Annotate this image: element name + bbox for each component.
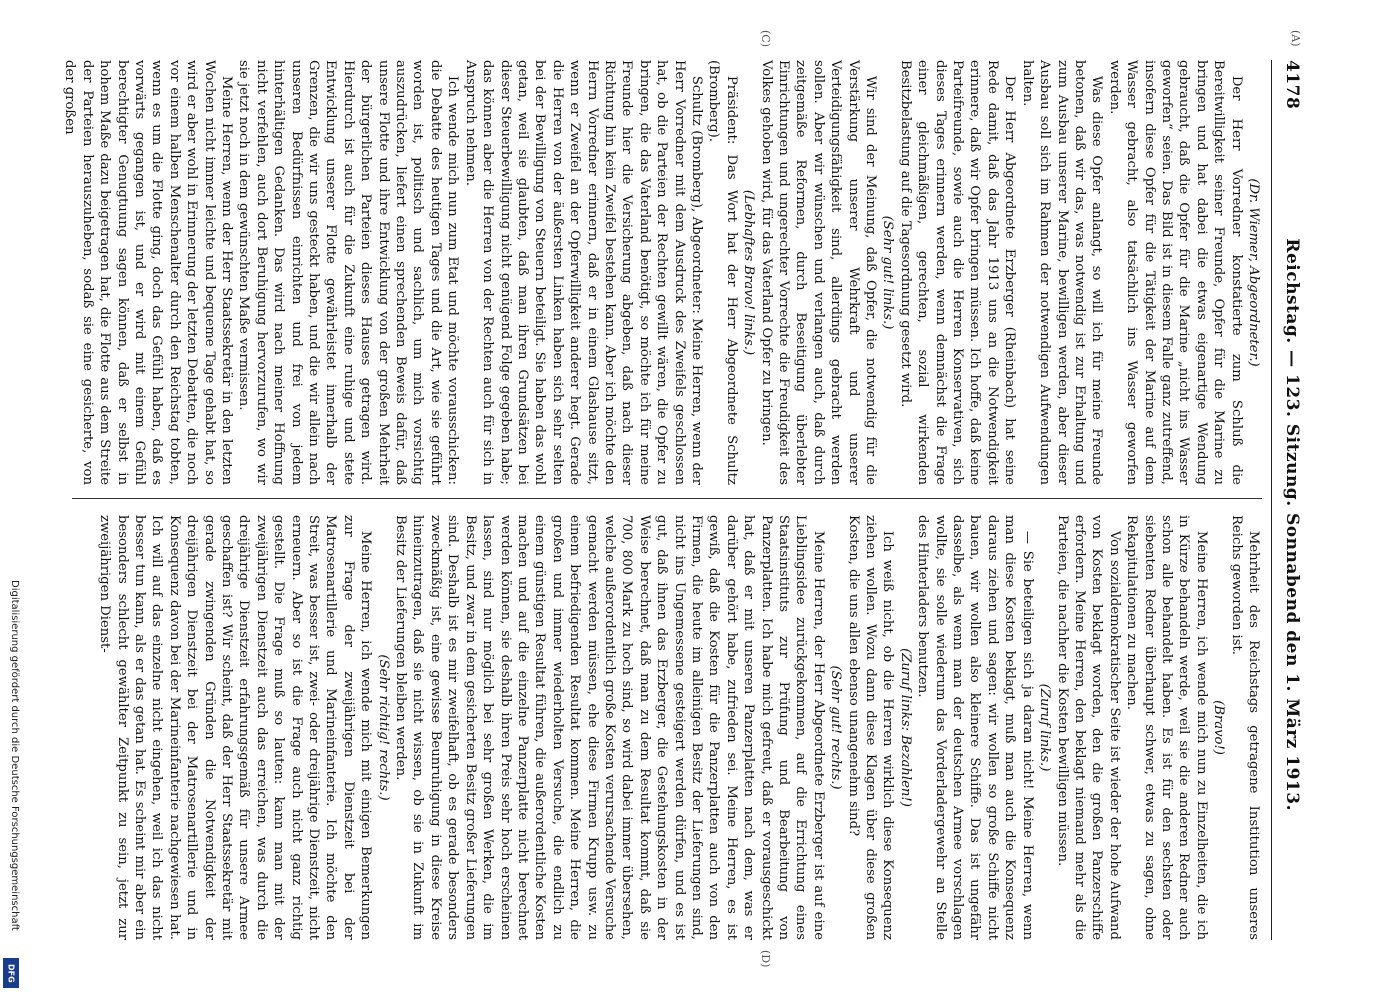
paragraph: — Sie beteiligen sich ja daran nicht! Meine Herren, wenn man diese Kosten beklagt, muß man auch die Konsequenz daraus ziehen und sagen: wir wollen so große Schiffe nicht bauen, wir wollen also kleinere Schiffe. Das ist ungefähr dasselbe, als wenn man der deutschen Armee vorschlagen wollte, sie solle wiederum das Vorderladergewehr an Stelle des Hinterladers benutzen. (915, 515, 1035, 940)
interjection: (Sehr gut! rechts.) (828, 665, 844, 790)
interjection: (Sehr gut! links.) (880, 215, 896, 330)
paragraph: Meine Herren, wenn der Herr Staatssekretär in den letzten Wochen nicht immer leichte und bequeme Tage gehabt hat, so wird er aber wohl in Erinnerung der letzten Debatten, die noch vor einem halben Menschenalter durch den Reichstag tobten, wenn es um die Flotte ging, doch das Gefühl haben, daß es vorwärts gegangen ist, und er wird mit einem Gefühl berechtigter Genugtuung sagen können, daß er selbst in hohem Maße dazu beigetragen hat, die Flotte aus dem Streite der Parteien herauszuheben, sodaß sie eine gesicherte, von der großen (62, 60, 235, 485)
right-column (62, 515, 1262, 940)
interjection: (Bravo!) (1211, 700, 1227, 755)
paragraph: Der Herr Vorredner konstatierte zum Schluß die Bereitwilligkeit seiner Freunde, Opfer für die Marine zu bringen und hat dabei die etwas eigenartige Wendung gebraucht, daß die Opfer für die Marine „nicht ins Wasser geworfen“ seien. Das Bild ist in diesem Falle ganz zutreffend, insofern diese Opfer für die Tätigkeit der Marine auf dem Wasser gebracht, also tatsächlich ins Wasser geworfen werden. (1106, 60, 1244, 485)
session-title: Reichstag. — 123. Sitzung. Sonnabend den 1. März 1913. (1282, 238, 1302, 811)
header-rule (1271, 60, 1272, 940)
paragraph: Präsident: Das Wort hat der Herr Abgeordnete Schultz (Bromberg). (706, 60, 739, 485)
interjection: (Zuruf links: Bezahlen!) (897, 648, 913, 807)
interjection: (Dr. Wiemer, Abgeordneter.) (1246, 178, 1261, 367)
column-divider (72, 498, 1262, 499)
paragraph: Von sozialdemokratischer Seite ist wieder der hohe Aufwand von Kosten beklagt worden, den die großen Panzerschiffe erfordern. Meine Herren, den beklagt niemand mehr als die Parteien, die nachher die Kosten bewilligen müssen. (1054, 515, 1122, 940)
left-column (62, 60, 1262, 485)
dfg-logo: DFG (3, 958, 19, 988)
margin-mark-a: (A) (1289, 30, 1302, 47)
paragraph: Mehrheit des Reichstags getragene Institution unseres Reichs geworden ist. (1228, 515, 1261, 940)
paragraph: Ich weiß nicht, ob die Herren wirklich diese Konsequenz ziehen wollen. Wozu dann diese Klagen über diese großen Kosten, die uns allen ebenso unangenehm sind? (845, 515, 896, 940)
paragraph: Der Herr Abgeordnete Erzberger (Rheinbach) hat seine Rede damit, daß das Jahr 1913 uns an die Notwendigkeit erinnere, daß wir Opfer bringen müssen. Ich hoffe, daß keine Parteifreunde, sowie auch die Herren Konservativen, sich dieses Tages erinnern werden, wenn demnächst die Frage einer gleichmäßigen, gerechten, sozial wirkenden Besitzbelastung auf die Tagesordnung gesetzt wird. (897, 60, 1018, 485)
paragraph: Schultz (Bromberg), Abgeordneter: Meine Herren, wenn der Herr Vorredner mit dem Ausdruck des Zweifels geschlossen hat, ob die Parteien der Rechten gewillt wären, die Opfer zu bringen, die das Vaterland benötigt, so möchte ich für meine Freunde hier die Versicherung abgeben, daß nach dieser Richtung hin kein Zweifel bestehen kann. Aber ich möchte den Herrn Vorredner erinnern, daß er in einem Glashause sitzt, wenn er Zweifel an der Opferwilligkeit anderer hegt. Gerade die Herren von der äußersten Linken haben sich sehr selten bei der Bewilligung von Steuern beteiligt. Sie haben das wohl getan, weil sie glaubten, daß man ihren Grundsätzen bei dieser Steuerbewilligung nicht genügend Folge gegeben habe; das können aber die Herren von der Rechten auch für sich in Anspruch nehmen. (462, 60, 704, 485)
paragraph: Wir sind der Meinung, daß Opfer, die notwendig für die Verstärkung unserer Wehrkraft und unserer Verteidigungsfähigkeit sind, allerdings gebracht werden sollen. Aber wir wünschen und verlangen auch, daß durch zeitgemäße Reformen, durch Beseitigung überlebter Einrichtungen und ungerechter Vorrechte die Freudigkeit des Volkes gehoben wird, für das Vaterland Opfer zu bringen. (758, 60, 879, 485)
page-number: 4178 (1282, 60, 1302, 110)
rotated-page (32, 0, 1332, 1000)
margin-mark-c: (C) (759, 30, 772, 47)
paragraph: Was diese Opfer anlangt, so will ich für meine Freunde betonen, daß wir das, was notwendig ist zur Erhaltung und zum Ausbau unserer Marine, bewilligen werden, aber dieser Ausbau soll sich im Rahmen der notwendigen Aufwendungen halten. (1019, 60, 1105, 485)
credit-text: Digitalisierung gefördert durch die Deutsche Forschungsgemeinschaft (9, 580, 20, 931)
paragraph: Ich wende mich nun zum Etat und möchte vorausschicken: die Debatte des heutigen Tages und die Art, wie sie geführt worden ist, politisch und sachlich, um mich vorsichtig auszudrücken, liefert einen sprechenden Beweis dafür, daß unsere Flotte und ihre Entwicklung von der großen Mehrheit der bürgerlichen Parteien dieses Hauses getragen wird. Hierdurch ist auch für die Zukunft eine ruhige und stete Entwicklung unserer Flotte gewährleistet innerhalb der Grenzen, die wir uns gesteckt haben, und die wir allein nach unseren Bedürfnissen einrichten und frei von jedem hinterhältigen Gedanken. Das wird nach meiner Hoffnung nicht verfehlen, auch dort Beruhigung hervorzurufen, wo wir sie jetzt noch in dem gewünschten Maße vermissen. (236, 60, 461, 485)
digitization-credit (0, 0, 22, 1000)
interjection: (Lebhaftes Bravo! links.) (741, 189, 757, 356)
page-header (1272, 60, 1302, 940)
paragraph: Meine Herren, der Herr Abgeordnete Erzberger ist auf eine Lieblingsidee zurückgekommen, auf die Errichtung eines Staatsinstituts zur Prüfung und Bearbeitung von Panzerplatten. Ich habe mich gefreut, daß er vorausgeschickt hat, daß er mit unseren Panzerplatten nach dem, was er darüber gehört habe, zufrieden sei. Meine Herren, es ist gewiß, daß die Kosten für die Panzerplatten auch von den Firmen, die heute im alleinigen Besitz der Lieferungen sind, nicht ins Ungemessene gesteigert werden dürfen, und es ist gut, daß ihnen das Erzberger, die Gestehungskosten in der Weise berechnet, daß man zu dem Resultat kommt, daß sie 700, 800 Mark zu hoch sind, so wird dabei immer übersehen, welche außerordentlich große Kosten verursachende Versuche gemacht werden müssen, ehe diese Firmen Krupp usw. zu einem befriedigenden Resultat kommen. Meine Herren, die großen und immer wiederholten Versuche, die endlich zu einem günstigen Resultat führen, die außerordentliche Kosten machen und auf die einzelne Panzerplatte nicht berechnet werden können, sie deshalb ihren Preis sehr hoch erscheinen lassen, sind nur möglich bei sehr großen Werken, die im Besitz, und zwar in dem gesicherten Besitz großer Lieferungen sind. Deshalb ist es mir zweifelhaft, ob es gerade besonders zweckmäßig ist, eine gewisse Beunruhigung in diese Kreise hineinzutragen, daß sie nicht wissen, ob sie in Zukunft im Besitz der Lieferungen bleiben werden. (393, 515, 826, 940)
margin-mark-d: (D) (759, 950, 772, 968)
interjection: (Zuruf links.) (1037, 683, 1053, 772)
paragraph: Meine Herren, ich wende mich nun zu Einzelheiten, die ich in Kürze behandeln werde, weil sie die anderen Redner auch schon alle behandelt haben. Es ist für den sechsten oder siebenten Redner überhaupt schwer, etwas zu sagen, ohne Rekapitulationen zu machen. (1124, 515, 1209, 940)
interjection: (Sehr richtig! rechts.) (375, 654, 391, 801)
paragraph: Meine Herren, ich wende mich mit einigen Bemerkungen zur Frage der zweijährigen Dienstzeit bei der Matrosenartillerie und Marineinfanterie. Ich möchte den Streit, was besser ist, zwei- oder dreijährige Dienstzeit, nicht erneuern. Aber so ist die Frage auch nicht ganz richtig gestellt. Die Frage muß so lauten: kann man mit der zweijährigen Dienstzeit auch das erreichen, was durch die dreijährige Dienstzeit erfahrungsgemäß für unsere Armee geschaffen ist? Wir scheint, daß der Herr Staatssekretär mit gerade zwingenden Gründen die Notwendigkeit der dreijährigen Dienstzeit bei der Matrosenartillerie und in Konsequenz davon bei der Marineinfanterie nachgewiesen hat. Ich will auf das einzelne nicht eingehen, weil ich das nicht besser tun kann, als er das getan hat. Es scheint mir aber ein besonders schlecht gewählter Zeitpunkt zu sein, jetzt zur zweijährigen Dienst- (97, 515, 374, 940)
